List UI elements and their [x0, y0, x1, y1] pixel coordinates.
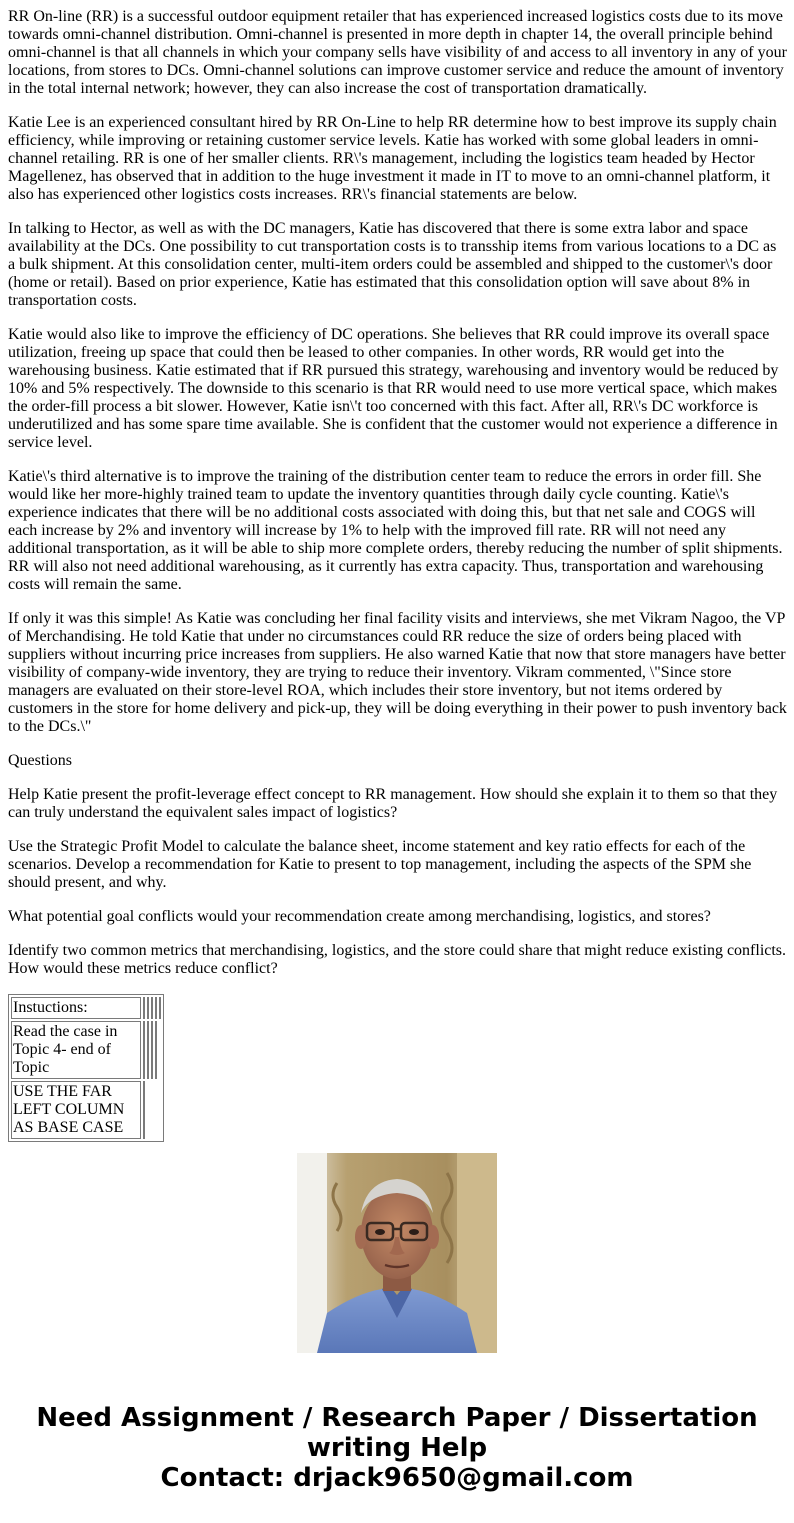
empty-cell	[147, 997, 149, 1019]
paragraph: Katie\'s third alternative is to improve the training of the distribution center team to reduce the errors in order fill. She would like her more-highly trained team to update the inventory quantities through daily cycle counting. Katie\'s experience indicates that there will be no additional costs associated with doing this, but that net sale and COGS will each increase by 2% and inventory will increase by 1% to help with the improved fill rate. RR will not need any additional transportation, as it will be able to ship more complete orders, thereby reducing the number of split shipments. RR will also not need additional warehousing, as it currently has extra capacity. Thus, transportation and warehousing costs will remain the same.	[8, 468, 783, 593]
table-row	[11, 997, 161, 1019]
empty-cell	[143, 1081, 145, 1139]
footer-banner	[0, 1403, 794, 1493]
paragraph: If only it was this simple! As Katie was concluding her final facility visits and interviews, she met Vikram Nagoo, the VP of Merchandising. He told Katie that under no circumstances could RR reduce the size of orders being placed with suppliers without incurring price increases from suppliers. He also warned Katie that now that store managers have better visibility of company-wide inventory, they are trying to reduce their inventory. Vikram commented, \"Since store managers are evaluated on their store-level ROA, which includes their store inventory, but not items ordered by customers in the store for home delivery and pick-up, they will be doing everything in their power to push inventory back to the DCs.\"	[8, 610, 787, 735]
footer-line: writing Help	[306, 1433, 488, 1463]
table-cell: USE THE FAR LEFT COLUMN AS BASE CASE	[11, 1081, 141, 1139]
questions-heading: Questions	[8, 752, 72, 769]
table-cell: Instuctions:	[11, 997, 141, 1019]
footer-line: Need Assignment / Research Paper / Dissertation	[36, 1403, 758, 1433]
document-content	[8, 0, 787, 1136]
table-row	[11, 1021, 161, 1079]
paragraph: In talking to Hector, as well as with the DC managers, Katie has discovered that there is some extra labor and space availability at the DCs. One possibility to cut transportation costs is to transship items from various locations to a DC as a bulk shipment. At this consolidation center, multi-item orders could be assembled and shipped to the customer\'s door (home or retail). Based on prior experience, Katie has estimated that this consolidation option will save about 8% in transportation costs.	[8, 220, 777, 309]
empty-cell	[155, 997, 157, 1019]
empty-cell	[147, 1021, 149, 1079]
paragraph: RR On-line (RR) is a successful outdoor equipment retailer that has experienced increased logistics costs due to its move towards omni-channel distribution. Omni-channel is presented in more depth in chapter 14, the overall principle behind omni-channel is that all channels in which your company sells have visibility of and access to all inventory in any of your locations, from stores to DCs. Omni-channel solutions can improve customer service and reduce the amount of inventory in the total internal network; however, they can also increase the cost of transportation dramatically.	[8, 8, 787, 97]
question: Identify two common metrics that merchandising, logistics, and the store could share that might reduce existing conflicts. How would these metrics reduce conflict?	[8, 942, 787, 977]
footer-contact: Contact: drjack9650@gmail.com	[160, 1463, 634, 1493]
question: Help Katie present the profit-leverage effect concept to RR management. How should she explain it to them so that they can truly understand the equivalent sales impact of logistics?	[8, 786, 778, 821]
empty-cell	[143, 1021, 145, 1079]
empty-cell	[159, 997, 161, 1019]
empty-cell	[151, 997, 153, 1019]
empty-cell	[151, 1021, 153, 1079]
empty-cell	[155, 1021, 157, 1079]
question: Use the Strategic Profit Model to calculate the balance sheet, income statement and key ratio effects for each of the scenarios. Develop a recommendation for Katie to present to top management, including the aspects of the SPM she should present, and why.	[8, 838, 752, 891]
empty-cell	[143, 997, 145, 1019]
person-portrait-image	[297, 1153, 497, 1353]
instructions-table	[8, 994, 164, 1142]
question: What potential goal conflicts would your recommendation create among merchandising, logistics, and stores?	[8, 908, 711, 925]
table-row	[11, 1081, 161, 1139]
paragraph: Katie Lee is an experienced consultant hired by RR On-Line to help RR determine how to best improve its supply chain efficiency, while improving or retaining customer service levels. Katie has worked with some global leaders in omni-channel retailing. RR is one of her smaller clients. RR\'s management, including the logistics team headed by Hector Magellenez, has observed that in addition to the huge investment it made in IT to move to an omni-channel platform, it also has experienced other logistics costs increases. RR\'s financial statements are below.	[8, 114, 777, 203]
table-cell: Read the case in Topic 4- end of Topic	[11, 1021, 141, 1079]
avatar	[297, 1153, 497, 1353]
paragraph: Katie would also like to improve the efficiency of DC operations. She believes that RR could improve its overall space utilization, freeing up space that could then be leased to other companies. In other words, RR would get into the warehousing business. Katie estimated that if RR pursued this strategy, warehousing and inventory would be reduced by 10% and 5% respectively. The downside to this scenario is that RR would need to use more vertical space, which makes the order-fill process a bit slower. However, Katie isn\'t too concerned with this fact. After all, RR\'s DC workforce is underutilized and has some spare time available. She is confident that the customer would not experience a difference in service level.	[8, 326, 779, 451]
